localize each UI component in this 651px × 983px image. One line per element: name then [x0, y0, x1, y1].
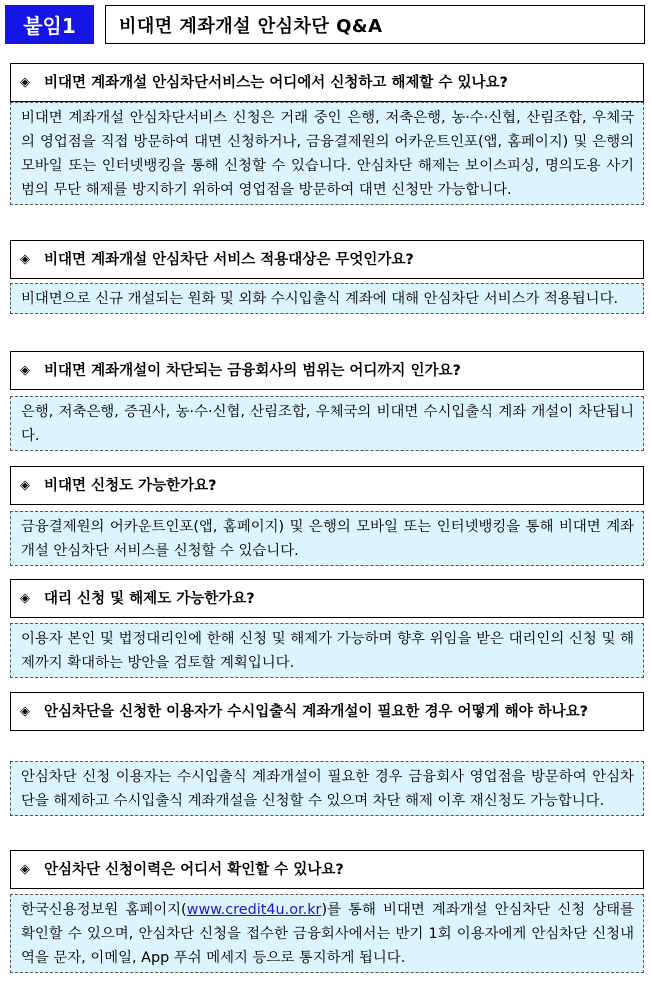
question-4 — [10, 466, 644, 505]
question-2 — [10, 240, 644, 279]
document-header — [5, 5, 645, 44]
question-text: 비대면 계좌개설 안심차단서비스는 어디에서 신청하고 해제할 수 있나요? — [44, 75, 508, 91]
credit4u-link[interactable]: www.credit4u.or.kr — [186, 902, 322, 918]
question-text: 안심차단을 신청한 이용자가 수시입출식 계좌개설이 필요한 경우 어떻게 해야 하나요? — [44, 704, 589, 720]
diamond-bullet-icon: ◈ — [20, 478, 30, 493]
question-text: 대리 신청 및 해제도 가능한가요? — [44, 591, 255, 607]
answer-7 — [10, 894, 644, 973]
diamond-bullet-icon: ◈ — [20, 363, 30, 378]
answer-1: 비대면 계좌개설 안심차단서비스 신청은 거래 중인 은행, 저축은행, 농·수·신협, 산림조합, 우체국의 영업점을 직접 방문하여 대면 신청하거나, 금융결제원의 어카운트인포(앱, 홈페이지) 및 은행의 모바일 또는 인터넷뱅킹을 통해 신청할 수 있습니다. 안심차단 해제는 보이스피싱, 명의도용 사기범의 무단 해제를 방지하기 위하여 영업점을 방문하여 대면 신청만 가능합니다. — [10, 102, 644, 205]
diamond-bullet-icon: ◈ — [20, 591, 30, 606]
question-text: 비대면 계좌개설 안심차단 서비스 적용대상은 무엇인가요? — [44, 252, 414, 268]
question-text: 안심차단 신청이력은 어디서 확인할 수 있나요? — [44, 862, 344, 878]
answer-3: 은행, 저축은행, 증권사, 농·수·신협, 산림조합, 우체국의 비대면 수시입출식 계좌 개설이 차단됩니다. — [10, 396, 644, 451]
diamond-bullet-icon: ◈ — [20, 704, 30, 719]
answer-6: 안심차단 신청 이용자는 수시입출식 계좌개설이 필요한 경우 금융회사 영업점을 방문하여 안심차단을 해제하고 수시입출식 계좌개설을 신청할 수 있으며 차단 해제 이후 재신청도 가능합니다. — [10, 761, 644, 816]
answer-text: 한국신용정보원 홈페이지( — [21, 902, 187, 918]
question-5 — [10, 579, 644, 618]
diamond-bullet-icon: ◈ — [20, 252, 30, 267]
answer-2: 비대면으로 신규 개설되는 원화 및 외화 수시입출식 계좌에 대해 안심차단 서비스가 적용됩니다. — [10, 283, 644, 314]
diamond-bullet-icon: ◈ — [20, 862, 30, 877]
attachment-tag: 붙임1 — [5, 5, 94, 44]
answer-4: 금융결제원의 어카운트인포(앱, 홈페이지) 및 은행의 모바일 또는 인터넷뱅킹을 통해 비대면 계좌개설 안심차단 서비스를 신청할 수 있습니다. — [10, 511, 644, 566]
question-6 — [10, 692, 644, 731]
answer-5: 이용자 본인 및 법정대리인에 한해 신청 및 해제가 가능하며 향후 위임을 받은 대리인의 신청 및 해제까지 확대하는 방안을 검토할 계획입니다. — [10, 623, 644, 678]
question-7 — [10, 850, 644, 889]
document-title: 비대면 계좌개설 안심차단 Q&A — [105, 5, 645, 44]
question-1 — [10, 63, 644, 102]
question-text: 비대면 신청도 가능한가요? — [44, 478, 217, 494]
question-text: 비대면 계좌개설이 차단되는 금융회사의 범위는 어디까지 인가요? — [44, 363, 461, 379]
answer-text: )를 통해 비대면 계좌개설 안심차단 신청 상태를 확인할 수 있으며, 안심차단 신청을 접수한 금융회사에서는 반기 1회 이용자에게 안심차단 신청내역을 문자, 이메일, App 푸쉬 메세지 등으로 통지하게 됩니다. — [21, 902, 634, 966]
question-3 — [10, 351, 644, 390]
diamond-bullet-icon: ◈ — [20, 75, 30, 90]
